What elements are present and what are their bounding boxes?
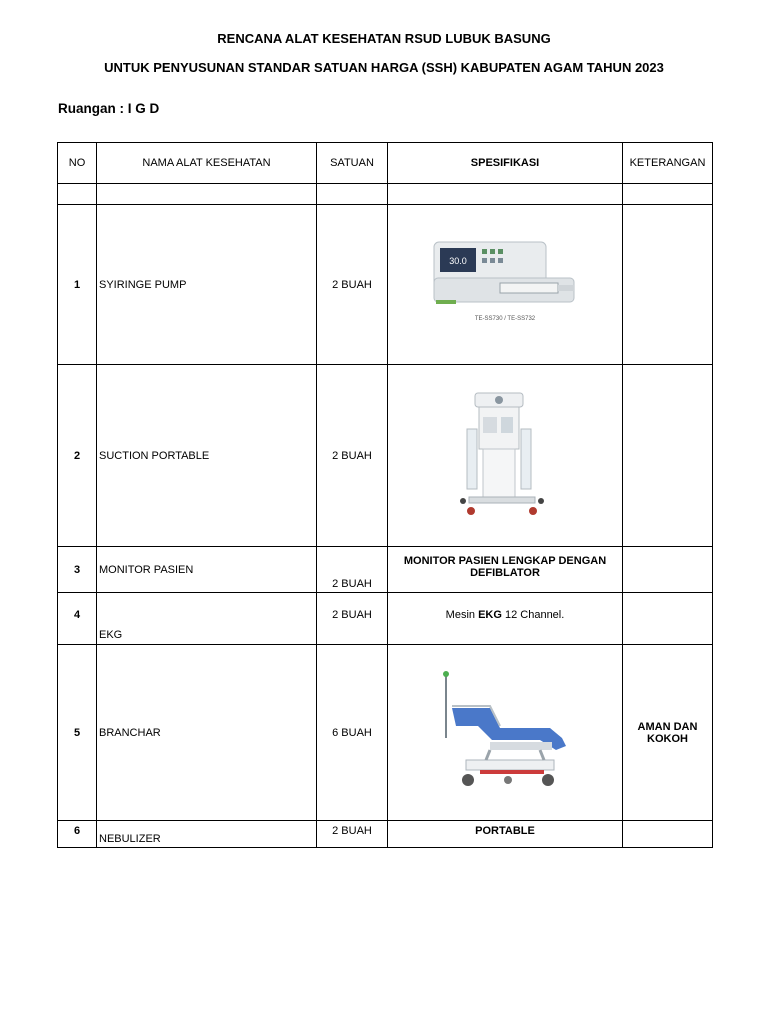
row-no: 2 xyxy=(58,365,97,547)
row-spec xyxy=(388,593,623,645)
row-spec: PORTABLE xyxy=(388,821,623,848)
row-unit: 2 BUAH xyxy=(317,593,388,645)
document-title: RENCANA ALAT KESEHATAN RSUD LUBUK BASUNG xyxy=(217,31,551,46)
row-spec xyxy=(388,645,623,821)
row-no: 3 xyxy=(58,547,97,593)
table-row xyxy=(58,547,713,593)
row-unit: 2 BUAH xyxy=(317,821,388,848)
row-unit: 2 BUAH xyxy=(317,365,388,547)
col-header-unit: SATUAN xyxy=(317,143,388,184)
row-name: SUCTION PORTABLE xyxy=(97,365,317,547)
row-spec xyxy=(388,205,623,365)
document-subtitle: UNTUK PENYUSUNAN STANDAR SATUAN HARGA (SSH) KABUPATEN AGAM TAHUN 2023 xyxy=(104,60,664,75)
row-unit: 2 BUAH xyxy=(317,205,388,365)
row-note xyxy=(623,205,713,365)
row-name: NEBULIZER xyxy=(97,821,317,848)
table-row xyxy=(58,645,713,821)
col-header-note: KETERANGAN xyxy=(623,143,713,184)
table-header-row xyxy=(58,143,713,184)
equipment-table xyxy=(57,142,713,848)
row-spec xyxy=(388,365,623,547)
table-row xyxy=(58,205,713,365)
table-row xyxy=(58,821,713,848)
spec-bold: EKG xyxy=(478,609,502,621)
room-label: Ruangan : I G D xyxy=(58,101,160,116)
col-header-name: NAMA ALAT KESEHATAN xyxy=(97,143,317,184)
stretcher-photo xyxy=(430,668,580,798)
row-name: EKG xyxy=(97,593,317,645)
row-no: 1 xyxy=(58,205,97,365)
row-spec: MONITOR PASIEN LENGKAP DENGAN DEFIBLATOR xyxy=(388,547,623,593)
spec-suffix: 12 Channel. xyxy=(501,609,565,621)
row-no: 5 xyxy=(58,645,97,821)
image-caption: TE-SS730 / TE-SS732 xyxy=(474,315,536,322)
note-text: AMAN DAN KOKOH xyxy=(637,720,698,745)
row-name: BRANCHAR xyxy=(97,645,317,821)
row-note xyxy=(623,645,713,821)
syringe-pump-photo xyxy=(430,240,580,330)
row-unit: 2 BUAH xyxy=(317,547,388,593)
row-note xyxy=(623,365,713,547)
row-no: 6 xyxy=(58,821,97,848)
row-name: MONITOR PASIEN xyxy=(97,547,317,593)
row-note xyxy=(623,593,713,645)
row-name: SYIRINGE PUMP xyxy=(97,205,317,365)
table-row xyxy=(58,593,713,645)
row-no: 4 xyxy=(58,593,97,645)
row-unit: 6 BUAH xyxy=(317,645,388,821)
row-note xyxy=(623,821,713,848)
pump-screen-value: 30.0 xyxy=(449,255,467,266)
table-spacer-row xyxy=(58,184,713,205)
row-note xyxy=(623,547,713,593)
table-row xyxy=(58,365,713,547)
spec-prefix: Mesin xyxy=(445,609,479,621)
col-header-spec: SPESIFIKASI xyxy=(388,143,623,184)
col-header-no: NO xyxy=(58,143,97,184)
suction-machine-photo xyxy=(455,389,555,523)
